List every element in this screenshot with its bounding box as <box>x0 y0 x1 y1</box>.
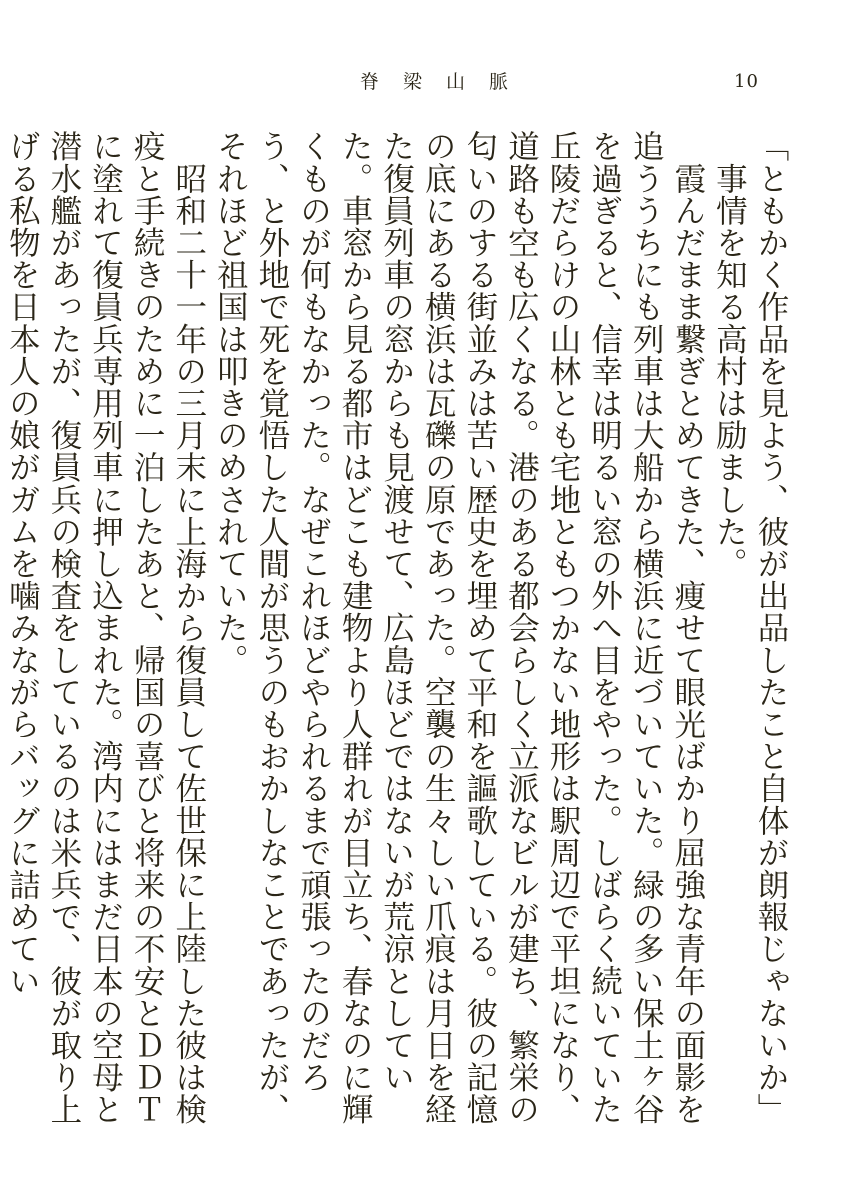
dialogue-paragraph: 「ともかく作品を見よう、彼が出品したこと自体が朗報じゃないか」 <box>753 130 789 1126</box>
running-header <box>0 68 841 98</box>
running-title: 脊梁山脈 <box>360 71 533 93</box>
paragraph: 昭和二十一年の三月末に上海から復員して佐世保に上陸した彼は検疫と手続きのために一泊したあと、帰国の喜びと将来の不安とＤＤＴに塗れて復員兵専用列車に押し込まれた。湾内にはまだ日本の空母と潜水艦があったが、復員兵の検査をしているのは米兵で、彼が取り上げる私物を日本人の娘がガムを噛みながらバッグに詰めてい <box>4 130 207 1126</box>
body-text <box>4 130 791 1130</box>
paragraph: 事情を知る高村は励ました。 <box>711 130 748 580</box>
page-number: 10 <box>734 71 759 92</box>
paragraph: 霞んだまま繋ぎとめてきた、痩せて眼光ばかり屈強な青年の面影を追ううちにも列車は大船から横浜に近づいていた。緑の多い保土ヶ谷を過ぎると、信幸は明るい窓の外へ目をやった。しばらく続いていた丘陵だらけの山林とも宅地ともつかない地形は駅周辺で平坦になり、道路も空も広くなる。港のある都会らしく立派なビルが建ち、繁栄の匂いのする街並みは苦い歴史を埋めて平和を謳歌している。彼の記憶の底にある横浜は瓦礫の原であった。空襲の生々しい爪痕は月日を経た復員列車の窓からも見渡せて、広島ほどではないが荒涼としていた。車窓から見る都市はどこも建物より人群れが目立ち、春なのに輝くものが何もなかった。なぜこれほどやられるまで頑張ったのだろう、と外地で死を覚悟した人間が思うのもおかしなことであったが、それほど祖国は叩きのめされていた。 <box>212 130 706 1126</box>
